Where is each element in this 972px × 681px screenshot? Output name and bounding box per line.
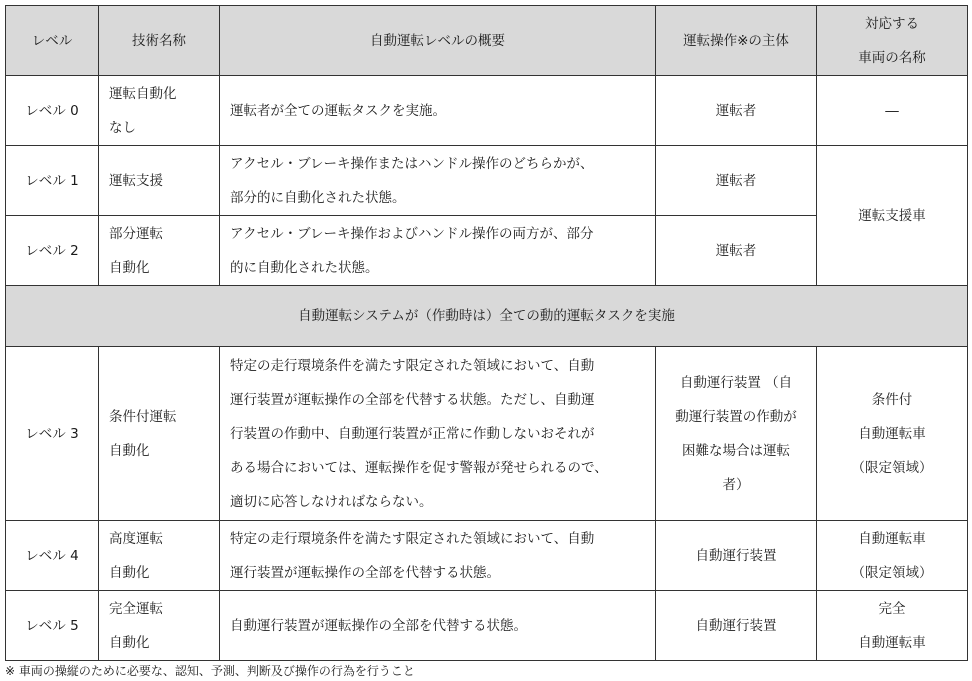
summary-line: 運行装置が運転操作の全部を代替する状態。ただし、自動運: [230, 391, 595, 408]
header-vehicle-line: 車両の名称: [858, 49, 926, 66]
tech-line: なし: [109, 119, 136, 136]
tech-line: 自動化: [109, 442, 150, 459]
tech-cell: [99, 347, 220, 521]
subject-line: 動運行装置の作動が: [675, 408, 797, 425]
summary-line: アクセル・ブレーキ操作またはハンドル操作のどちらかが、: [230, 155, 594, 172]
summary-cell: [220, 216, 656, 286]
subject-line: 運転者: [715, 102, 757, 119]
subject-line: 自動運行装置: [695, 547, 777, 564]
tech-line: 自動化: [109, 259, 150, 276]
level-cell: レベル 0: [6, 76, 99, 146]
summary-line: ある場合においては、運転操作を促す警報が発せられるので、: [230, 459, 608, 476]
summary-line: 特定の走行環境条件を満たす限定された領域において、自動: [230, 357, 595, 374]
subject-cell: [656, 216, 817, 286]
vehicle-cell: [817, 347, 968, 521]
summary-cell: [220, 521, 656, 591]
header-summary: 自動運転レベルの概要: [220, 6, 656, 76]
tech-line: 完全運転: [109, 600, 163, 617]
table-row: [6, 521, 968, 591]
summary-line: 適切に応答しなければならない。: [230, 493, 433, 510]
tech-line: 運転支援: [109, 172, 163, 189]
tech-line: 運転自動化: [109, 85, 177, 102]
summary-line: アクセル・ブレーキ操作およびハンドル操作の両方が、部分: [230, 225, 594, 242]
level-cell: レベル 4: [6, 521, 99, 591]
vehicle-cell: [817, 76, 968, 146]
vehicle-cell: [817, 521, 968, 591]
header-row: [6, 6, 968, 76]
summary-cell: [220, 76, 656, 146]
summary-line: 部分的に自動化された状態。: [230, 189, 406, 206]
summary-line: 行装置の作動中、自動運行装置が正常に作動しないおそれが: [230, 425, 595, 442]
summary-line: 運行装置が運転操作の全部を代替する状態。: [230, 564, 500, 581]
tech-line: 部分運転: [109, 225, 163, 242]
tech-cell: [99, 521, 220, 591]
summary-line: 運転者が全ての運転タスクを実施。: [230, 102, 446, 119]
table-row: [6, 76, 968, 146]
vehicle-cell: [817, 591, 968, 661]
band-cell: 自動運転システムが（作動時は）全ての動的運転タスクを実施: [6, 286, 968, 347]
summary-line: 特定の走行環境条件を満たす限定された領域において、自動: [230, 530, 595, 547]
tech-line: 自動化: [109, 564, 150, 581]
header-vehicle: [817, 6, 968, 76]
table-row: [6, 146, 968, 216]
tech-cell: [99, 146, 220, 216]
subject-cell: [656, 347, 817, 521]
level-cell: レベル 3: [6, 347, 99, 521]
vehicle-line: 完全: [878, 600, 906, 617]
subject-cell: [656, 521, 817, 591]
vehicle-line: （限定領域）: [851, 564, 933, 581]
level-cell: レベル 2: [6, 216, 99, 286]
summary-cell: [220, 591, 656, 661]
tech-line: 高度運転: [109, 530, 163, 547]
tech-cell: [99, 216, 220, 286]
vehicle-line: 自動運転車: [858, 530, 926, 547]
band-row: [6, 286, 968, 347]
header-subject: 運転操作※の主体: [656, 6, 817, 76]
tech-line: 条件付運転: [109, 408, 177, 425]
vehicle-line: 自動運転車: [858, 425, 926, 442]
header-vehicle-line: 対応する: [865, 15, 919, 32]
subject-line: 自動運行装置 （自: [679, 374, 793, 391]
subject-line: 運転者: [715, 242, 757, 259]
subject-line: 困難な場合は運転: [682, 442, 790, 459]
subject-line: 者）: [722, 476, 750, 493]
subject-line: 自動運行装置: [695, 617, 777, 634]
vehicle-line: （限定領域）: [851, 459, 933, 476]
subject-line: 運転者: [715, 172, 757, 189]
table-row: [6, 591, 968, 661]
subject-cell: [656, 146, 817, 216]
table-row: [6, 347, 968, 521]
automation-levels-table: [5, 5, 968, 661]
summary-cell: [220, 146, 656, 216]
vehicle-line: 自動運転車: [858, 634, 926, 651]
subject-cell: [656, 76, 817, 146]
vehicle-line: 条件付: [871, 391, 913, 408]
header-tech: 技術名称: [99, 6, 220, 76]
level-cell: レベル 5: [6, 591, 99, 661]
vehicle-line: 運転支援車: [858, 207, 926, 224]
vehicle-cell: [817, 146, 968, 286]
summary-line: 自動運行装置が運転操作の全部を代替する状態。: [230, 617, 527, 634]
summary-cell: [220, 347, 656, 521]
tech-line: 自動化: [109, 634, 150, 651]
level-cell: レベル 1: [6, 146, 99, 216]
summary-line: 的に自動化された状態。: [230, 259, 379, 276]
tech-cell: [99, 591, 220, 661]
subject-cell: [656, 591, 817, 661]
tech-cell: [99, 76, 220, 146]
vehicle-line: ―: [885, 102, 899, 119]
footnote: ※ 車両の操縦のために必要な、認知、予測、判断及び操作の行為を行うこと: [5, 664, 415, 678]
header-level: レベル: [6, 6, 99, 76]
